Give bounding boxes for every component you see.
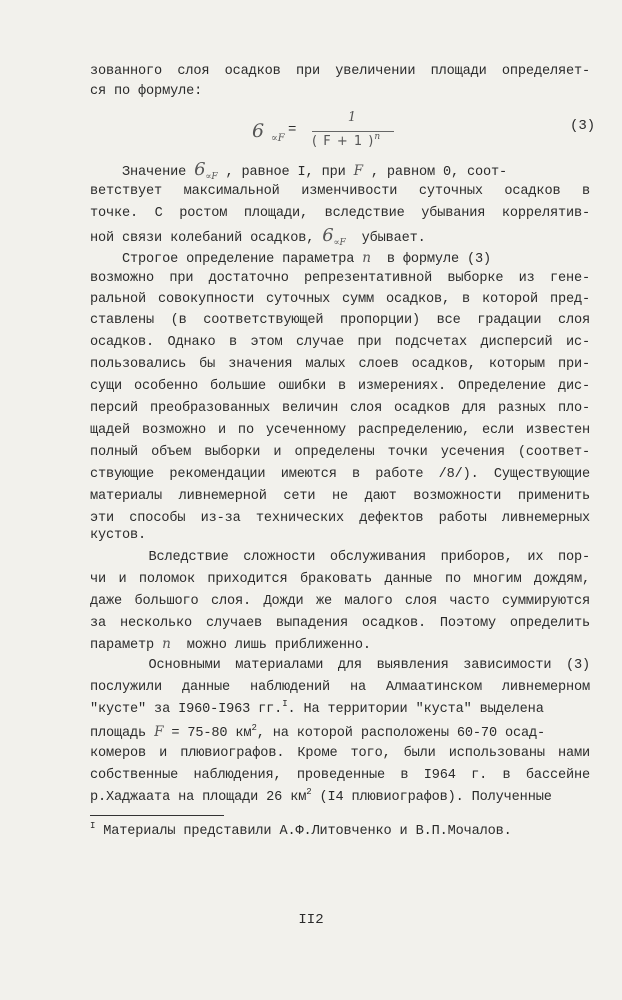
formula-sigma-subscript: ∝F	[271, 133, 285, 144]
formula-denominator: ( F + 1 )$^n$	[312, 132, 382, 149]
text-line: Строгое определение параметра n в формуле (3)	[90, 250, 491, 267]
text-line: даже большого слоя. Дожди же малого слоя часто суммируются	[90, 594, 590, 609]
text-line: осадков. Однако в этом случае при подсчетах дисперсий ис-	[90, 335, 590, 350]
sigma-symbol: 6	[322, 225, 334, 246]
text-line: ставлены (в соответствующей пропорции) все градации слоя	[90, 313, 590, 328]
formula-numerator: 1	[347, 110, 357, 125]
text-line: материалы ливнемерной сети не дают возможности применить	[90, 489, 590, 504]
text-line: площадь F = 75-80 $км^2$, на которой расположены 60-70 осад-	[90, 723, 545, 741]
text-line: "кусте" за I960-I963 гг.$^I$. На территории "куста" выделена	[90, 699, 544, 717]
text-line: точке. С ростом площади, вследствие убывания коррелятив-	[90, 206, 590, 221]
text-line: Значение $6_{\propto F}$ , равное I, при F , равном 0, соот-	[90, 159, 508, 182]
text-line: параметр n можно лишь приближенно.	[90, 636, 371, 653]
sigma-symbol: 6	[194, 159, 206, 180]
text-line: ствующие рекомендации имеются в работе /8/). Существующие	[90, 467, 590, 482]
text-line: Вследствие сложности обслуживания приборов, их пор-	[90, 550, 590, 565]
f-symbol: F	[353, 163, 363, 179]
n-symbol: n	[362, 250, 371, 266]
text-line: Основными материалами для выявления зависимости (3)	[90, 658, 590, 673]
f-symbol: F	[154, 724, 164, 740]
formula-exponent: n	[374, 132, 382, 142]
text-line: кустов.	[90, 528, 147, 543]
page-number: II2	[298, 912, 324, 928]
text-line: ной связи колебаний осадков, $6_{\propto F}$ убывает.	[90, 225, 426, 248]
footnote-rule	[90, 815, 224, 816]
text-line: пользовались бы значения малых слоев осадков, которым при-	[90, 357, 590, 372]
formula-fraction-bar	[312, 131, 394, 132]
text-line: ся по формуле:	[90, 84, 203, 99]
text-line: полный объем выборки и определены точки усечения (соответ-	[90, 445, 590, 460]
n-symbol: n	[162, 636, 171, 652]
text-line: собственные наблюдения, проведенные в I964 г. в бассейне	[90, 768, 590, 783]
text-line: чи и поломок приходится браковать данные по многим дождям,	[90, 572, 590, 587]
text-line: персий преобразованных величин слоя осадков для разных пло-	[90, 401, 590, 416]
text-line: эти способы из-за технических дефектов работы ливнемерных	[90, 511, 590, 526]
formula-number: (3)	[570, 118, 596, 134]
footnote-mark: I	[90, 821, 96, 831]
text-line: зованного слоя осадков при увеличении площади определяет-	[90, 64, 590, 79]
text-line: ральной совокупности суточных сумм осадков, в которой пред-	[90, 292, 590, 307]
text-line: возможно при достаточно репрезентативной выборке из гене-	[90, 271, 590, 286]
text-line: ветствует максимальной изменчивости суточных осадков в	[90, 184, 590, 199]
text-line: послужили данные наблюдений на Алмаатинском ливнемерном	[90, 680, 590, 695]
formula-sigma: 6	[252, 120, 265, 142]
formula-equals: =	[288, 122, 297, 138]
formula-3	[252, 112, 552, 162]
text-line: р.Хаджаата на площади 26 $км^2$ (I4 плювиографов). Полученные	[90, 787, 552, 805]
text-line: щадей возможно и по усеченному распределению, если известен	[90, 423, 590, 438]
text-line: за несколько случаев выпадения осадков. Поэтому определить	[90, 616, 590, 631]
text-line: комеров и плювиографов. Кроме того, были использованы нами	[90, 746, 590, 761]
text-line: сущи особенно большие ошибки в измерениях. Определение дис-	[90, 379, 590, 394]
footnote-ref: I	[282, 699, 288, 709]
footnote: $^I$ Материалы представили А.Ф.Литовченко и В.П.Мочалов.	[90, 821, 512, 839]
